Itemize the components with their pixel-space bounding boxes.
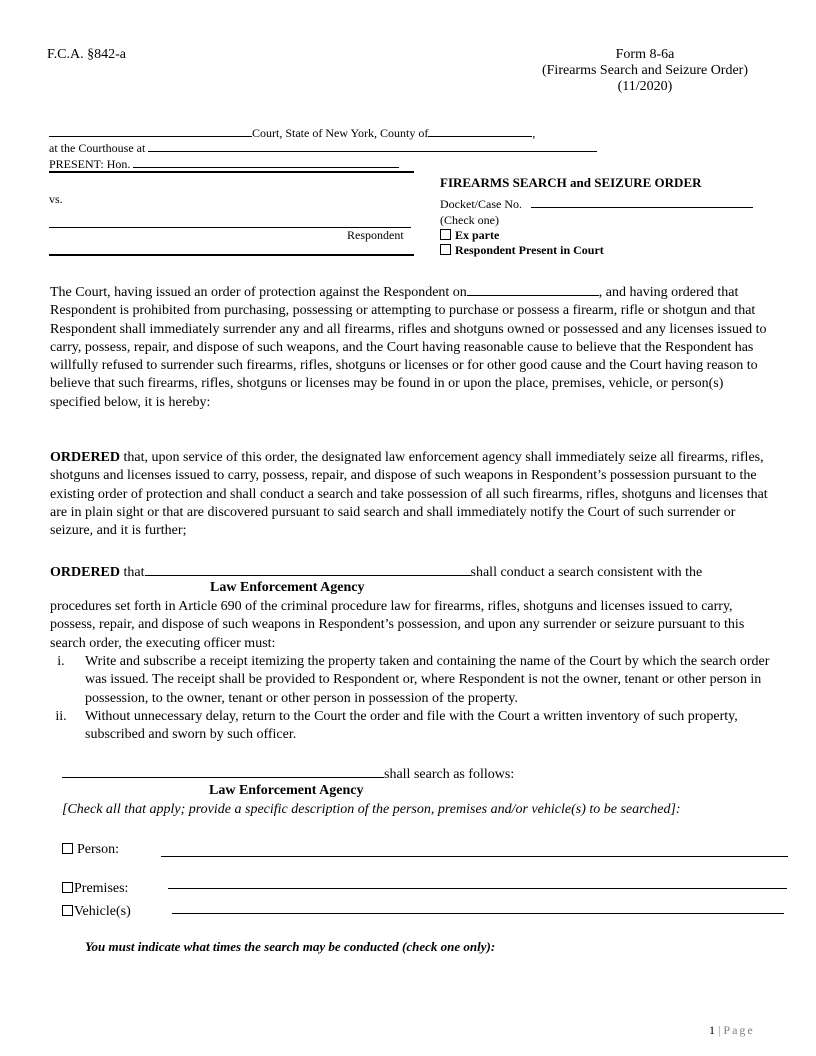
protection-order-date-field[interactable] — [467, 282, 599, 296]
agency-label-2: Law Enforcement Agency — [209, 783, 364, 798]
courthouse-field[interactable] — [148, 139, 597, 152]
ordered-body-2: procedures set forth in Article 690 of the criminal procedure law for firearms, rifles, shotguns and licenses issued to carry, possess, repair, and dispose of such weapons in Respondent’s possession, and upon any surrender or seizure pursuant to this search order, the executing officer must: — [50, 599, 745, 651]
docket-label: Docket/Case No. — [440, 197, 522, 211]
page-word: Page — [723, 1023, 755, 1037]
preamble-text-2: , and having ordered that Respondent is prohibited from purchasing, possessing or attempting to purchase or possess a firearm, rifle or shotgun and that Respondent shall immediately surrender any and all firearms, rifles and shotguns owned or possessed and any licenses issued to carry, possess, repair, and dispose of such weapons, and the Court having reasonable cause to believe that the Respondent has willfully refused to surrender such firearms, rifles, shotguns or licenses or for other good cause and the Court having reason to believe that such firearms, rifles, shotguns or licenses may be found in or upon the place, premises, vehicle, or person(s) specified below, it is hereby: — [50, 285, 767, 410]
ordered-text-1: that, upon service of this order, the designated law enforcement agency shall immediately seize all firearms, rifles, shotguns and licenses issued to carry, possess, repair, and dispose of such weapons in Respondent’s possession pursuant to the existing order of protection and shall conduct a search and take possession of all such firearms, rifles, shotguns and licenses that are in plain sight or that are discovered pursuant to said search and shall immediately notify the Court of such surrender or seizure, and it is further; — [50, 450, 768, 539]
option-respondent-present[interactable] — [440, 243, 604, 258]
statute-reference: F.C.A. §842-a — [47, 47, 126, 62]
respondent-label: Respondent — [347, 228, 404, 242]
vehicle-description-field[interactable] — [172, 913, 784, 914]
search-times-note: You must indicate what times the search may be conducted (check one only): — [85, 939, 496, 954]
checkbox-icon[interactable] — [62, 905, 73, 916]
vs-label: vs. — [49, 192, 63, 206]
form-name: (Firearms Search and Seizure Order) — [541, 63, 749, 78]
ordered-lead: ORDERED — [50, 450, 121, 465]
list-item-number: ii. — [55, 708, 67, 724]
form-number: Form 8-6a — [615, 47, 675, 62]
search-after: shall search as follows: — [384, 767, 515, 782]
judge-name-field[interactable] — [133, 155, 399, 168]
present-line — [49, 155, 399, 172]
court-label: Court, State of New York, County of — [252, 126, 429, 140]
ordered-lead: ORDERED — [50, 565, 121, 580]
checkbox-icon[interactable] — [62, 882, 73, 893]
list-item-text: Write and subscribe a receipt itemizing the property taken and containing the name of the Court by which the search order was issued. The receipt shall be provided to Respondent or, where Respondent is not the owner, tenant or other person in possession, to the owner, tenant or other person in possession of the property. — [85, 654, 770, 706]
agency-label-1: Law Enforcement Agency — [210, 580, 365, 595]
checkbox-icon[interactable] — [62, 843, 73, 854]
officer-duties-list — [50, 653, 770, 744]
list-item-number: i. — [57, 654, 65, 669]
caption-bottom-rule — [49, 254, 414, 256]
form-date: (11/2020) — [617, 79, 673, 94]
present-label: PRESENT: Hon. — [49, 157, 131, 171]
preamble-paragraph — [50, 282, 768, 412]
courthouse-line — [49, 139, 597, 156]
option-ex-parte[interactable] — [440, 228, 499, 243]
caption-divider — [49, 171, 414, 173]
search-instruction: [Check all that apply; provide a specific description of the person, premises and/or vehicle(s) to be searched]: — [62, 802, 681, 817]
ordered-paragraph-1 — [50, 449, 768, 540]
person-option[interactable] — [62, 841, 119, 859]
preamble-text-1: The Court, having issued an order of protection against the Respondent on — [50, 285, 467, 300]
agency-field-1[interactable] — [145, 562, 471, 576]
list-item — [50, 653, 770, 708]
court-line: Court, State of New York, County of , — [49, 124, 535, 141]
option-ex-parte-label: Ex parte — [455, 228, 500, 242]
premises-label: Premises: — [74, 881, 129, 896]
checkbox-icon[interactable] — [440, 229, 451, 240]
page-separator: | — [715, 1023, 724, 1037]
ordered-that: that — [120, 565, 145, 580]
courthouse-label: at the Courthouse at — [49, 141, 146, 155]
vehicle-option[interactable] — [62, 903, 131, 921]
premises-description-field[interactable] — [168, 888, 787, 889]
list-item — [50, 708, 770, 745]
page-number — [709, 1023, 755, 1038]
form-identifier — [540, 46, 750, 96]
page-number-value: 1 — [709, 1023, 715, 1037]
ordered-after: shall conduct a search consistent with the — [470, 565, 703, 580]
order-title: FIREARMS SEARCH and SEIZURE ORDER — [440, 175, 702, 190]
option-respondent-present-label: Respondent Present in Court — [455, 243, 604, 257]
county-field[interactable] — [428, 124, 532, 137]
list-item-text: Without unnecessary delay, return to the Court the order and file with the Court a written inventory of such property, subscribed and sworn by such officer. — [85, 708, 738, 743]
person-label: Person: — [77, 842, 119, 857]
vehicle-label: Vehicle(s) — [74, 904, 131, 919]
docket-line — [440, 195, 753, 212]
court-name-field[interactable] — [49, 124, 252, 137]
checkbox-icon[interactable] — [440, 244, 451, 255]
ordered-line-2 — [50, 562, 702, 582]
premises-option[interactable] — [62, 880, 128, 898]
docket-field[interactable] — [531, 195, 753, 208]
person-description-field[interactable] — [161, 856, 788, 857]
agency-field-2[interactable] — [62, 764, 384, 778]
check-one-label: (Check one) — [440, 213, 499, 227]
